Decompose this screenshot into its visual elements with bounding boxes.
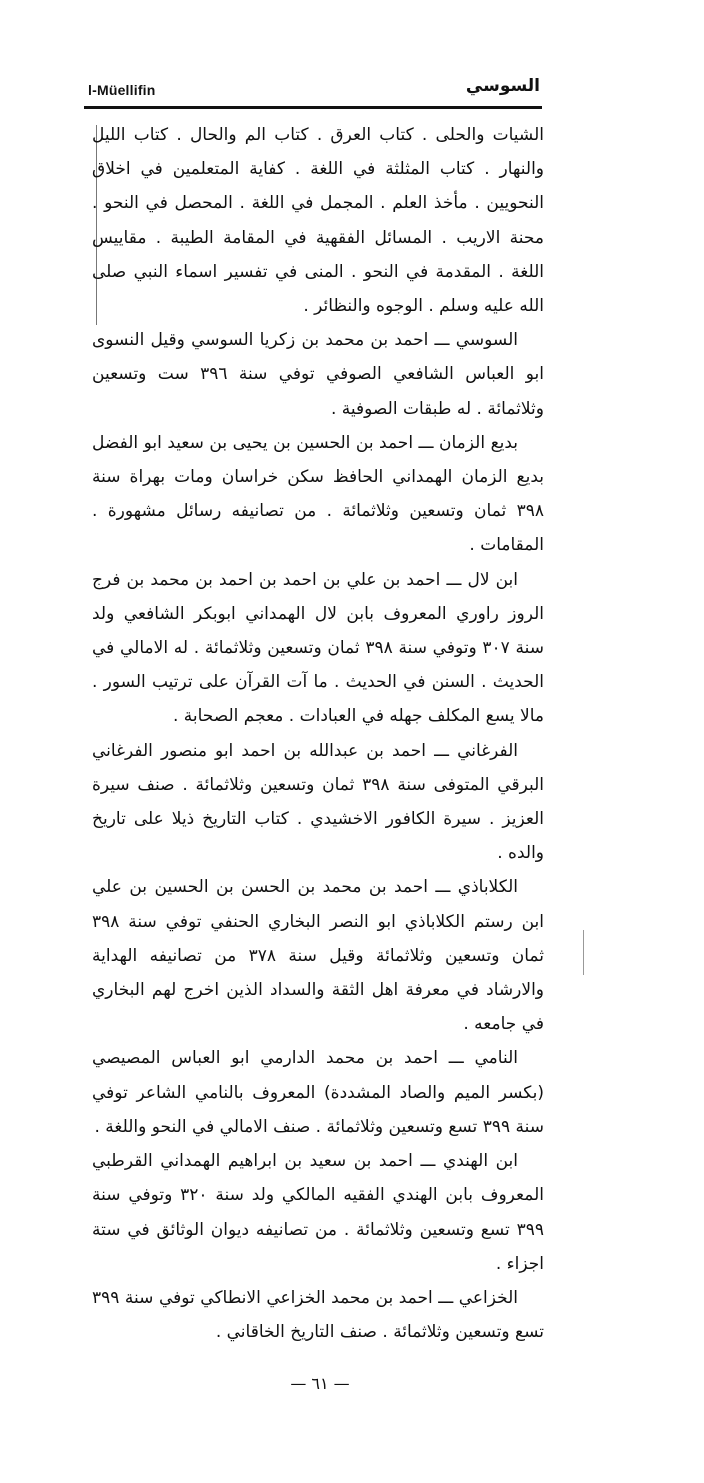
header-left-label: l-Müellifin [88,82,156,98]
entry-paragraph: الفرغاني ـــ احمد بن عبدالله بن احمد ابو منصور الفرغاني البرقي المتوفى سنة ٣٩٨ ثمان وتسعين وثلاثمائة . صنف سيرة العزيز . سيرة الكافور الاخشيدي . كتاب التاريخ ذيلا على تاريخ والده . [92,740,544,864]
entry-paragraph: بديع الزمان ـــ احمد بن الحسين بن يحيى بن سعيد ابو الفضل بديع الزمان الهمداني الحافظ سكن خراسان ومات بهراة سنة ٣٩٨ ثمان وتسعين وثلاثمائة . من تصانيفه رسائل مشهورة . المقامات . [92,432,544,556]
header-rule [84,106,542,109]
entry-paragraph: الخزاعي ـــ احمد بن محمد الخزاعي الانطاكي توفي سنة ٣٩٩ تسع وتسعين وثلاثمائة . صنف التاريخ الخاقاني . [92,1287,544,1343]
entry-paragraph: الشيات والحلى . كتاب العرق . كتاب الم والحال . كتاب الليل والنهار . كتاب المثلثة في اللغة . كفاية المتعلمين في اخلاق النحويين . مأخذ العلم . المجمل في اللغة . المحصل في النحو . محنة الاريب . المسائل الفقهية في المقامة الطيبة . مقاييس اللغة . المقدمة في النحو . المنى في تفسير اسماء النبي صلى الله عليه وسلم . الوجوه والنظائر . [92,125,544,317]
body-text [92,118,544,1349]
margin-line [583,930,584,975]
header-running-title: السوسي [465,76,540,96]
entry-paragraph: النامي ـــ احمد بن محمد الدارمي ابو العباس المصيصي (بكسر الميم والصاد المشددة) المعروف بالنامي الشاعر توفي سنة ٣٩٩ تسع وتسعين وثلاثمائة . صنف الامالي في النحو واللغة . [92,1048,544,1137]
page-number: — ٦١ — [290,1374,350,1393]
entry-paragraph: الكلاباذي ـــ احمد بن محمد بن الحسن بن الحسين بن علي ابن رستم الكلاباذي ابو النصر البخاري الحنفي توفي سنة ٣٩٨ ثمان وتسعين وثلاثمائة وقيل سنة ٣٧٨ من تصانيفه الهداية والارشاد في معرفة اهل الثقة والسداد الذين اخرج لهم البخاري في جامعه . [92,877,544,1035]
entry-paragraph: ابن لال ـــ احمد بن علي بن احمد بن احمد بن محمد بن فرج الروز راوري المعروف بابن لال الهمداني ابوبكر الشافعي ولد سنة ٣٠٧ وتوفي سنة ٣٩٨ ثمان وتسعين وثلاثمائة . له الامالي في الحديث . السنن في الحديث . ما آت القرآن على ترتيب السور . مالا يسع المكلف جهله في العبادات . معجم الصحابة . [92,569,544,727]
entry-paragraph: ابن الهندي ـــ احمد بن سعيد بن ابراهيم الهمداني القرطبي المعروف بابن الهندي الفقيه المالكي ولد سنة ٣٢٠ وتوفي سنة ٣٩٩ تسع وتسعين وثلاثمائة . من تصانيفه ديوان الوثائق في ستة اجزاء . [92,1151,544,1274]
entry-paragraph: السوسي ـــ احمد بن محمد بن زكريا السوسي وقيل النسوى ابو العباس الشافعي الصوفي توفي سنة ٣٩٦ ست وتسعين وثلاثمائة . له طبقات الصوفية . [92,330,544,419]
page-header [88,76,540,106]
